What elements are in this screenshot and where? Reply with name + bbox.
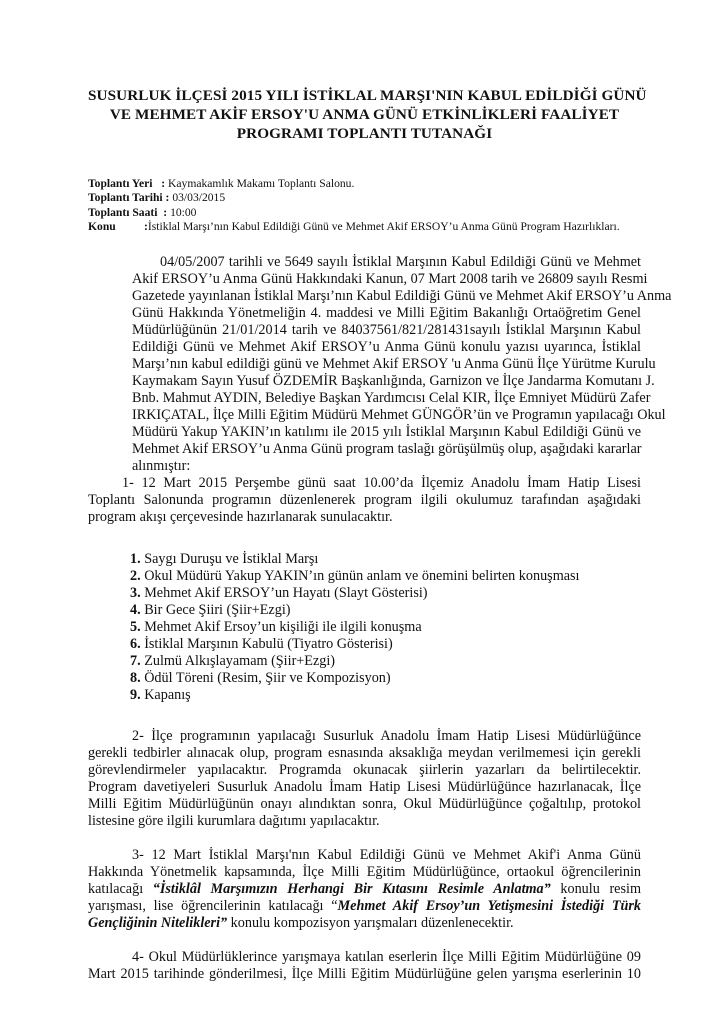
decision-2 xyxy=(88,728,641,830)
program-item: 1. Saygı Duruşu ve İstiklal Marşı xyxy=(130,550,319,567)
meeting-date-row: Toplantı Tarihi : 03/03/2015 xyxy=(88,191,226,205)
decision-3-line: 3- 12 Mart İstiklal Marşı'nın Kabul Edildiği Günü ve Mehmet Akif'i Anma Günü xyxy=(132,846,641,863)
intro-line: Günü Hakkında Yönetmeliğin 4. maddesi ve Milli Eğitim Bakanlığı Ortaöğretim Genel xyxy=(132,304,641,321)
intro-line: Müdürü Yakup YAKIN’ın katılımı ile 2015 yılı İstiklal Marşının Kabul Edildiği Günü ve xyxy=(132,423,641,440)
decision-3-line: Gençliğinin Nitelikleri” konulu kompozisyon yarışmaları düzenlenecektir. xyxy=(88,914,514,931)
meeting-subject-value: İstiklal Marşı’nın Kabul Edildiği Günü ve Mehmet Akif ERSOY’u Anma Günü Program Hazırlıkları. xyxy=(147,220,620,234)
meeting-place-value: Kaymakamlık Makamı Toplantı Salonu. xyxy=(168,177,355,190)
decision-4 xyxy=(88,949,641,983)
intro-paragraph xyxy=(88,253,672,475)
decision-2-line: 2- İlçe programının yapılacağı Susurluk Anadolu İmam Hatip Lisesi Müdürlüğünce xyxy=(132,727,641,744)
title-line-2: VE MEHMET AKİF ERSOY'U ANMA GÜNÜ ETKİNLİKLERİ FAALİYET xyxy=(109,106,620,123)
decision-1 xyxy=(88,475,641,526)
title-line-1: SUSURLUK İLÇESİ 2015 YILI İSTİKLAL MARŞI'NIN KABUL EDİLDİĞİ GÜNÜ xyxy=(88,87,647,104)
meeting-time-value: 10:00 xyxy=(170,205,197,219)
intro-line: Marşı’nın kabul edildiği günü ve Mehmet Akif ERSOY 'u Anma Günü İlçe Yürütme Kurulu xyxy=(132,355,656,372)
intro-line: Mehmet Akif ERSOY’u Anma Günü program taslağı görüşülmüş olup, aşağıdaki kararlar xyxy=(132,440,642,457)
document-body xyxy=(88,253,672,983)
decision-3 xyxy=(88,847,641,932)
meeting-time-row: Toplantı Saati : 10:00 xyxy=(88,205,197,219)
program-item: 8. Ödül Töreni (Resim, Şiir ve Kompozisyon) xyxy=(130,669,391,686)
intro-line: Bnb. Mahmut AYDIN, Belediye Başkan Yardımcısı Celal KIR, İlçe Emniyet Müdürü Zafer xyxy=(132,389,651,406)
program-item: 7. Zulmü Alkışlayamam (Şiir+Ezgi) xyxy=(130,652,336,669)
decision-2-line: listesine göre ilgili kurumlara dağıtımı yapılacaktır. xyxy=(88,812,380,829)
meeting-place-row: Toplantı Yeri : Kaymakamlık Makamı Toplantı Salonu. xyxy=(88,177,355,190)
essay-contest-title-cont: Gençliğinin Nitelikleri” xyxy=(88,914,228,931)
decision-2-line: gerekli tedbirler alınacak olup, program esnasında aksaklığa meydan verilmemesi için gerekli xyxy=(88,744,641,761)
meeting-date-label: Toplantı Tarihi xyxy=(88,191,163,205)
document-title xyxy=(88,86,647,143)
intro-line: Müdürlüğünün 21/01/2014 tarih ve 84037561/821/281431sayılı İstiklal Marşının Kabul xyxy=(132,321,641,338)
intro-line: Gazetede yayınlanan İstiklal Marşı’nın Kabul Edildiği Günü ve Mehmet Akif ERSOY’u Anma xyxy=(132,287,672,304)
meeting-subject-row: Konu :İstiklal Marşı’nın Kabul Edildiği Günü ve Mehmet Akif ERSOY’u Anma Günü Program Hazırlıkları. xyxy=(88,220,620,234)
meeting-date-value: 03/03/2015 xyxy=(172,191,226,205)
meeting-place-label: Toplantı Yeri xyxy=(88,177,153,190)
decision-4-line: 4- Okul Müdürlüklerince yarışmaya katılan eserlerin İlçe Milli Eğitim Müdürlüğüne 09 xyxy=(132,948,641,965)
title-line-3: PROGRAMI TOPLANTI TUTANAĞI xyxy=(236,125,493,142)
intro-line: Akif ERSOY’u Anma Günü Hakkındaki Kanun, 07 Mart 2008 tarih ve 26809 sayılı Resmi xyxy=(132,270,648,287)
program-item: 5. Mehmet Akif Ersoy’un kişiliği ile ilgili konuşma xyxy=(130,618,422,635)
program-item: 4. Bir Gece Şiiri (Şiir+Ezgi) xyxy=(130,601,291,618)
program-list xyxy=(130,551,641,704)
program-item: 2. Okul Müdürü Yakup YAKIN’ın günün anlam ve önemini belirten konuşması xyxy=(130,567,580,584)
program-item: 9. Kapanış xyxy=(130,686,191,703)
decision-4-line: Mart 2015 tarihinde gönderilmesi, İlçe Milli Eğitim Müdürlüğüne gelen yarışma eserlerinin 10 xyxy=(88,965,641,982)
decision-2-line: görevlendirmeler yapılacaktır. Programda okunacak şiirlerin yazarları da belirtilecektir. xyxy=(88,761,641,778)
decision-3-line: yarışması, lise öğrencilerinin katılacağı “Mehmet Akif Ersoy’un Yetişmesini İstediği Türk xyxy=(88,897,641,914)
decision-1-line: Toplantı Salonunda programın düzenlenerek program ilgili okulumuz tarafından aşağıdaki xyxy=(88,491,641,508)
meeting-time-label: Toplantı Saati xyxy=(88,205,158,219)
intro-line: IRKIÇATAL, İlçe Milli Eğitim Müdürü Mehmet GÜNGÖR’ün ve Programın yapılacağı Okul xyxy=(132,406,666,423)
intro-line: alınmıştır: xyxy=(132,457,191,474)
intro-line: 04/05/2007 tarihli ve 5649 sayılı İstiklal Marşının Kabul Edildiği Günü ve Mehmet xyxy=(160,253,641,270)
decision-3-line: katılacağı “İstiklâl Marşımızın Herhangi Bir Kıtasını Resimle Anlatma” konulu resim xyxy=(88,880,641,897)
intro-line: Edildiği Günü ve Mehmet Akif ERSOY’u Anma Günü konulu yazısı uyarınca, İstiklal xyxy=(132,338,641,355)
decision-3-line: Hakkında Yönetmelik kapsamında, İlçe Milli Eğitim Müdürlüğünce, ortaokul öğrencilerinin xyxy=(88,863,641,880)
art-contest-title: “İstiklâl Marşımızın Herhangi Bir Kıtasını Resimle Anlatma” xyxy=(152,880,551,897)
meeting-subject-label: Konu xyxy=(88,220,116,234)
decision-1-line: program akışı çerçevesinde hazırlanarak sunulacaktır. xyxy=(88,508,393,525)
decision-2-line: Program davetiyeleri Susurluk Anadolu İmam Hatip Lisesi Müdürlüğünce hazırlanacak, İlçe xyxy=(88,778,641,795)
intro-line: Kaymakam Sayın Yusuf ÖZDEMİR Başkanlığında, Garnizon ve İlçe Jandarma Komutanı J. xyxy=(132,372,655,389)
program-item: 3. Mehmet Akif ERSOY’un Hayatı (Slayt Gösterisi) xyxy=(130,584,428,601)
decision-1-line: 1- 12 Mart 2015 Perşembe günü saat 10.00’da İlçemiz Anadolu İmam Hatip Lisesi xyxy=(122,474,641,491)
decision-2-line: Milli Eğitim Müdürlüğünün onayı alındıktan sonra, Okul Müdürlüğünce çoğaltılıp, protokol xyxy=(88,795,641,812)
program-item: 6. İstiklal Marşının Kabulü (Tiyatro Gösterisi) xyxy=(130,635,393,652)
essay-contest-title: Mehmet Akif Ersoy’un Yetişmesini İstediği Türk xyxy=(337,897,641,914)
meeting-info xyxy=(88,177,641,235)
